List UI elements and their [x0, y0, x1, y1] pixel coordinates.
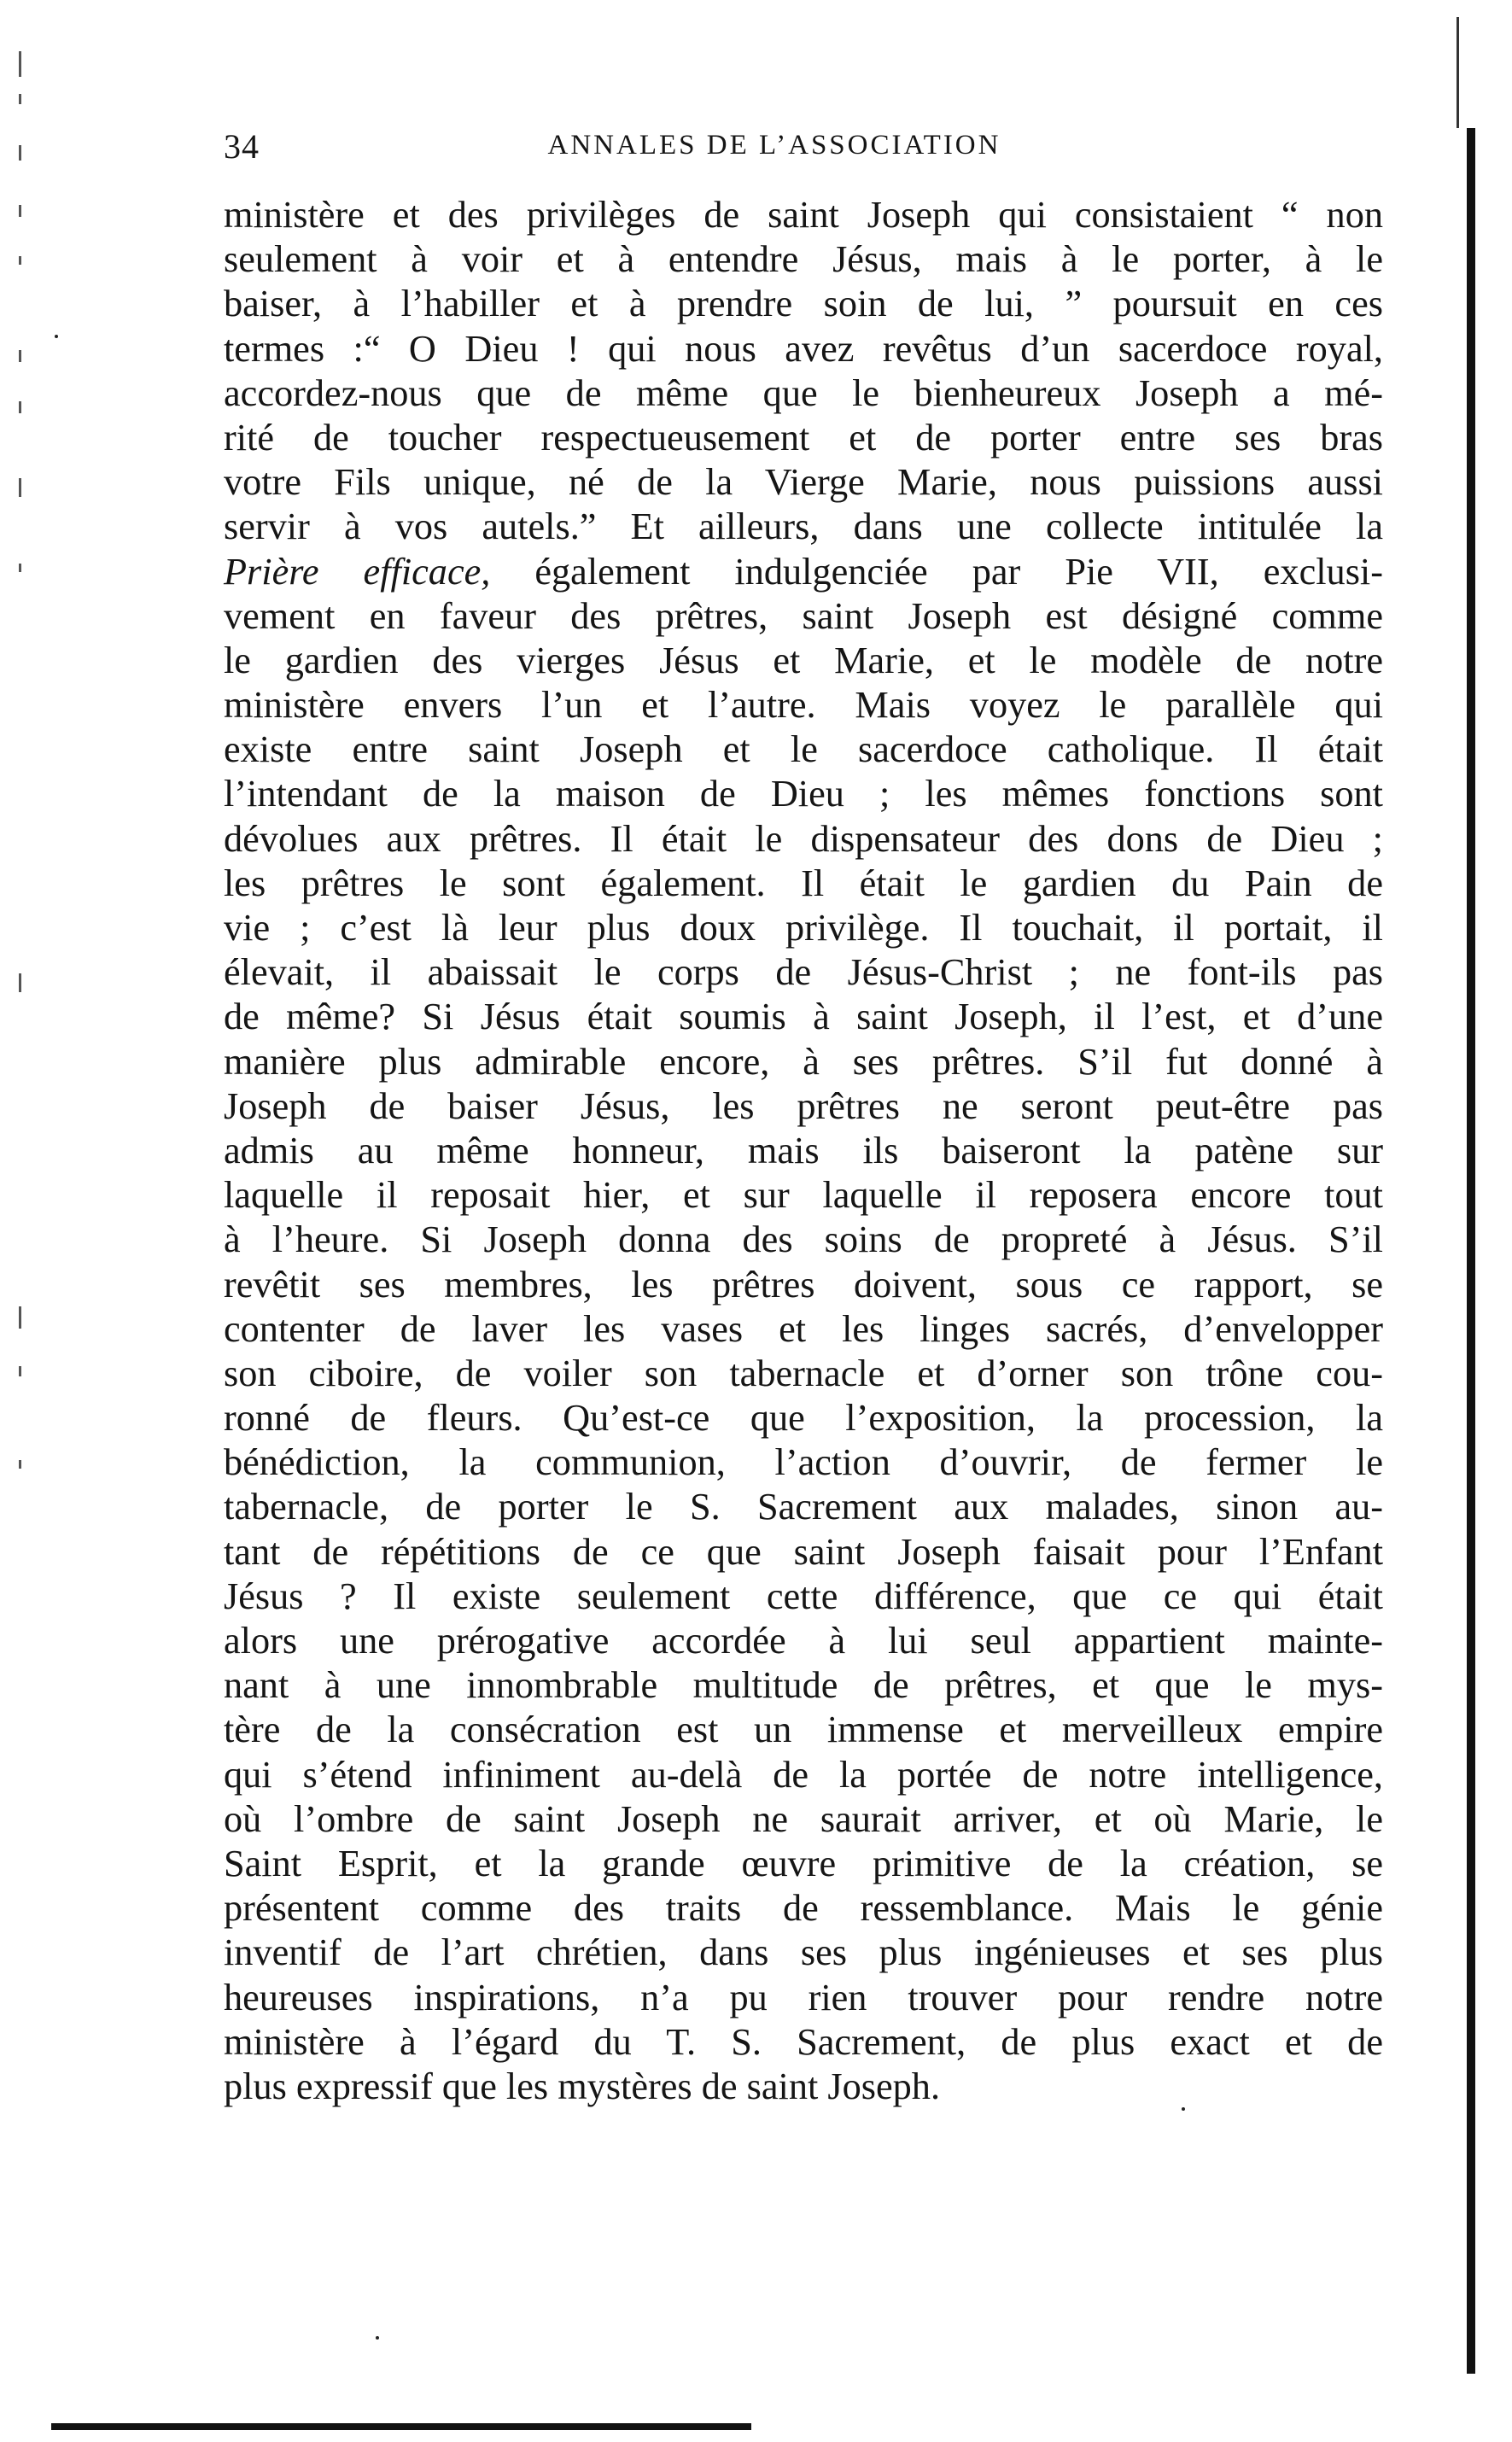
- text-line: admis au même honneur, mais ils baiseront la patène sur: [224, 1129, 1383, 1171]
- text-line: vement en faveur des prêtres, saint Joseph est désigné comme: [224, 594, 1383, 637]
- text-line: où l’ombre de saint Joseph ne saurait arriver, et où Marie, le: [224, 1797, 1383, 1840]
- text-line: dévolues aux prêtres. Il était le dispensateur des dons de Dieu ;: [224, 817, 1383, 860]
- text-line: tant de répétitions de ce que saint Joseph faisait pour l’Enfant: [224, 1530, 1383, 1573]
- text-line: Jésus ? Il existe seulement cette différence, que ce qui était: [224, 1574, 1383, 1617]
- text-line: ministère à l’égard du T. S. Sacrement, de plus exact et de: [224, 2020, 1383, 2063]
- margin-mark: [19, 973, 21, 992]
- margin-mark: [19, 478, 21, 497]
- text-line-rest: également indulgenciée par Pie VII, exclusi-: [534, 550, 1383, 593]
- scan-speck: [1182, 2107, 1185, 2111]
- text-line: nant à une innombrable multitude de prêtres, et que le mys-: [224, 1664, 1383, 1707]
- page-header: [224, 126, 1453, 178]
- text-line: ministère et des privilèges de saint Joseph qui consistaient “ non: [224, 194, 1383, 236]
- text-line: votre Fils unique, né de la Vierge Marie, nous puissions aussi: [224, 461, 1383, 504]
- running-title: ANNALES DE L’ASSOCIATION: [547, 130, 1001, 161]
- text-line: élevait, il abaissait le corps de Jésus-Christ ; ne font-ils pas: [224, 951, 1383, 994]
- margin-mark: [19, 51, 21, 77]
- body-text: [224, 193, 1383, 2109]
- text-line-with-title: [224, 550, 1383, 594]
- text-line: contenter de laver les vases et les linges sacrés, d’envelopper: [224, 1307, 1383, 1350]
- text-line: rité de toucher respectueusement et de porter entre ses bras: [224, 416, 1383, 459]
- text-line: qui s’étend infiniment au-delà de la portée de notre intelligence,: [224, 1753, 1383, 1796]
- text-line: ronné de fleurs. Qu’est-ce que l’exposition, la procession, la: [224, 1397, 1383, 1440]
- text-line: manière plus admirable encore, à ses prêtres. S’il fut donné à: [224, 1040, 1383, 1083]
- margin-mark: [19, 1366, 21, 1376]
- italic-title: Prière efficace,: [224, 550, 491, 593]
- margin-mark: [19, 564, 21, 572]
- text-line: seulement à voir et à entendre Jésus, mais à le porter, à le: [224, 238, 1383, 281]
- margin-mark: [19, 205, 21, 217]
- text-line: à l’heure. Si Joseph donna des soins de propreté à Jésus. S’il: [224, 1218, 1383, 1261]
- margin-mark: [19, 145, 21, 161]
- text-line: Joseph de baiser Jésus, les prêtres ne seront peut-être pas: [224, 1084, 1383, 1127]
- text-line: présentent comme des traits de ressemblance. Mais le génie: [224, 1887, 1383, 1930]
- text-line: les prêtres le sont également. Il était le gardien du Pain de: [224, 862, 1383, 904]
- text-line: baiser, à l’habiller et à prendre soin de lui, ” poursuit en ces: [224, 283, 1383, 325]
- text-line: bénédiction, la communion, l’action d’ouvrir, de fermer le: [224, 1441, 1383, 1484]
- text-line: tabernacle, de porter le S. Sacrement aux malades, sinon au-: [224, 1486, 1383, 1528]
- text-line: revêtit ses membres, les prêtres doivent, sous ce rapport, se: [224, 1263, 1383, 1306]
- text-line: termes :“ O Dieu ! qui nous avez revêtus d’un sacerdoce royal,: [224, 327, 1383, 370]
- scan-bottom-bar: [51, 2423, 751, 2430]
- margin-mark: [19, 94, 21, 104]
- margin-mark: [19, 1306, 21, 1329]
- page-number: 34: [224, 127, 260, 166]
- text-line: heureuses inspirations, n’a pu rien trouver pour rendre notre: [224, 1976, 1383, 2018]
- text-line: son ciboire, de voiler son tabernacle et d’orner son trône cou-: [224, 1352, 1383, 1394]
- text-line: existe entre saint Joseph et le sacerdoce catholique. Il était: [224, 728, 1383, 771]
- text-line: inventif de l’art chrétien, dans ses plus ingénieuses et ses plus: [224, 1931, 1383, 1974]
- scan-edge-rule: [1467, 128, 1475, 2374]
- text-line: laquelle il reposait hier, et sur laquelle il reposera encore tout: [224, 1174, 1383, 1217]
- margin-mark: [19, 401, 21, 413]
- margin-mark: [19, 1460, 21, 1469]
- text-line: de même? Si Jésus était soumis à saint Joseph, il l’est, et d’une: [224, 996, 1383, 1038]
- text-line: alors une prérogative accordée à lui seul appartient mainte-: [224, 1620, 1383, 1662]
- margin-mark: [19, 350, 21, 362]
- text-line-last: plus expressif que les mystères de saint Joseph.: [224, 2065, 941, 2107]
- text-line: tère de la consécration est un immense et merveilleux empire: [224, 1709, 1383, 1751]
- text-line: l’intendant de la maison de Dieu ; les mêmes fonctions sont: [224, 773, 1383, 815]
- text-line: accordez-nous que de même que le bienheureux Joseph a mé-: [224, 371, 1383, 414]
- text-line: Saint Esprit, et la grande œuvre primitive de la création, se: [224, 1842, 1383, 1884]
- text-line: servir à vos autels.” Et ailleurs, dans une collecte intitulée la: [224, 505, 1383, 548]
- text-line: le gardien des vierges Jésus et Marie, et le modèle de notre: [224, 639, 1383, 681]
- text-line: vie ; c’est là leur plus doux privilège. Il touchait, il portait, il: [224, 907, 1383, 949]
- scan-speck: [55, 335, 58, 338]
- text-line: ministère envers l’un et l’autre. Mais voyez le parallèle qui: [224, 684, 1383, 727]
- scan-speck: [376, 2336, 379, 2340]
- margin-mark: [19, 256, 21, 265]
- scan-edge-rule-thin: [1457, 17, 1459, 128]
